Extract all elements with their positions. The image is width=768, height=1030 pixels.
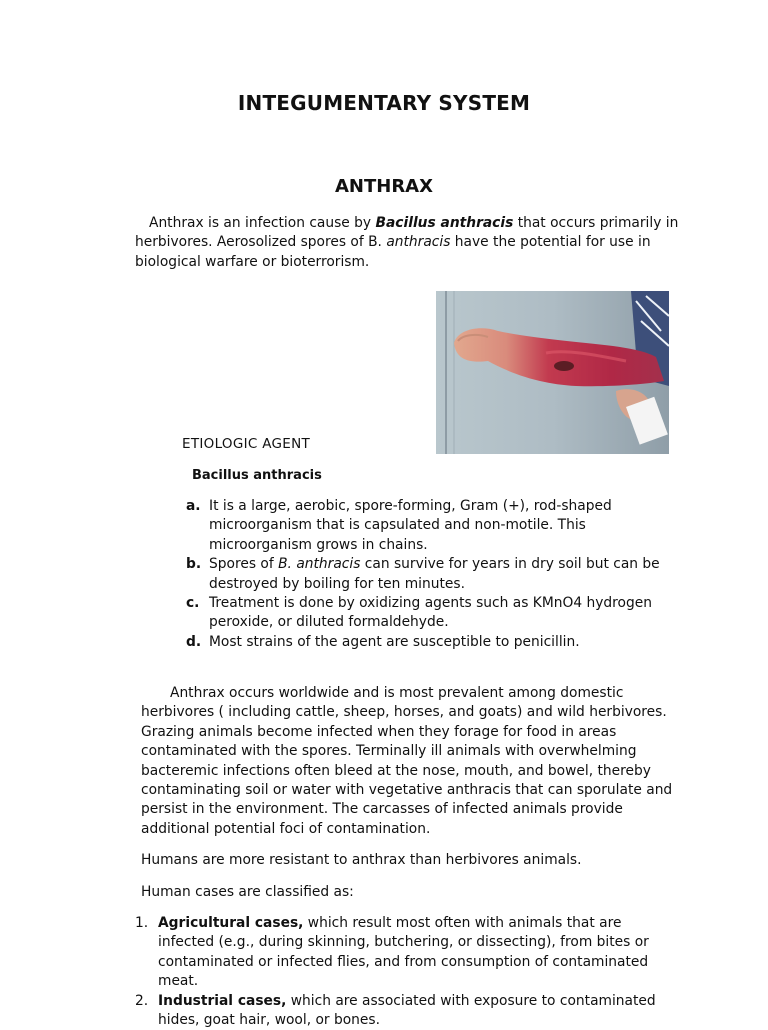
list-item-text: Spores of [209, 556, 279, 573]
cases-list [135, 914, 675, 1030]
list-marker: d. [186, 633, 202, 650]
organism-heading: Bacillus anthracis [192, 468, 322, 483]
list-item-text: It is a large, aerobic, spore-forming, Gram (+), rod-shaped microorganism that is capsulated and non-motile. This microorganism grows in chains. [209, 498, 612, 553]
list-marker: a. [186, 498, 201, 514]
etiologic-heading: ETIOLOGIC AGENT [182, 436, 311, 452]
section-title: ANTHRAX [334, 176, 433, 197]
agent-list [186, 497, 676, 652]
list-item [135, 992, 675, 1030]
case-text: which are associated with exposure to contaminated hides, goat hair, wool, or bones. [158, 992, 656, 1029]
list-item-text-2: can survive for years in dry soil but can be destroyed by boiling for ten minutes. [209, 556, 660, 592]
list-marker: c. [186, 595, 200, 612]
page-title: INTEGUMENTARY SYSTEM [237, 91, 531, 115]
list-item [186, 633, 676, 652]
intro-paragraph [135, 214, 680, 272]
intro-text-3: have the potential for use in biological warfare or bioterrorism. [135, 234, 651, 270]
list-item [186, 594, 676, 633]
classification-paragraph: Human cases are classified as: [141, 884, 354, 900]
intro-italic: anthracis [386, 234, 451, 251]
list-marker: 2. [135, 992, 149, 1009]
case-type: Agricultural cases, [158, 915, 304, 931]
resistance-paragraph: Humans are more resistant to anthrax than herbivores animals. [141, 852, 582, 868]
list-item-text: Treatment is done by oxidizing agents such as KMnO4 hydrogen peroxide, or diluted formaldehyde. [209, 595, 652, 631]
list-marker: 1. [135, 915, 149, 931]
list-item [186, 497, 676, 555]
list-item [186, 555, 676, 594]
intro-organism: Bacillus anthracis [375, 215, 514, 231]
anthrax-arm-photo [436, 291, 669, 454]
case-type: Industrial cases, [158, 992, 287, 1009]
prevalence-paragraph [141, 684, 686, 839]
list-item-italic: B. anthracis [278, 556, 361, 573]
case-text: which result most often with animals that are infected (e.g., during skinning, butchering, or dissecting), from bites or contaminated or infected flies, and from consumption of contaminated meat. [158, 915, 649, 990]
prevalence-text: Anthrax occurs worldwide and is most prevalent among domestic herbivores ( including cattle, sheep, horses, and goats) and wild herbivores. Grazing animals become infected when they forage for food in areas contaminated with the spores. Terminally ill animals with overwhelming bacteremic infections often bleed at the nose, mouth, and bowel, thereby contaminating soil or water with vegetative anthracis that can sporulate and persist in the environment. The carcasses of infected animals provide additional potential foci of contamination. [141, 685, 673, 837]
list-item [135, 914, 675, 992]
list-item-text: Most strains of the agent are susceptible to penicillin. [209, 633, 580, 650]
intro-text: Anthrax is an infection cause by [149, 215, 376, 231]
intro-text-2: that occurs primarily in herbivores. Aerosolized spores of B. [135, 215, 679, 251]
list-marker: b. [186, 556, 202, 573]
